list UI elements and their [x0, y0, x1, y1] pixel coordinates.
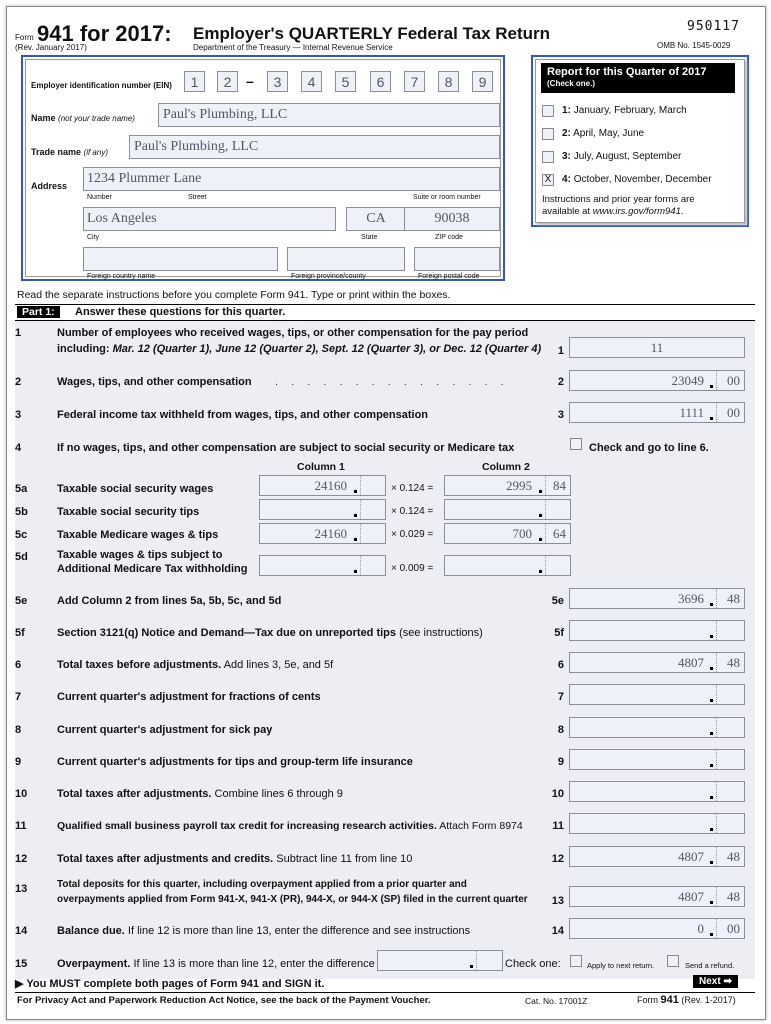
quarter-note: Instructions and prior year forms are available at www.irs.gov/form941. — [542, 194, 695, 217]
line2-text: Wages, tips, and other compensation — [57, 376, 252, 388]
line5c-column1[interactable]: 24160 — [259, 523, 386, 544]
ein-digit-2[interactable]: 2 — [217, 71, 238, 92]
state-field[interactable]: CA — [346, 207, 406, 231]
line5e-text: Add Column 2 from lines 5a, 5b, 5c, and 5d — [57, 595, 282, 607]
line7-text: Current quarter's adjustment for fractions of cents — [57, 691, 321, 703]
foreign-province-caption: Foreign province/county — [291, 273, 366, 280]
omb-number: OMB No. 1545-0029 — [657, 41, 731, 50]
foreign-country-field[interactable] — [83, 247, 278, 271]
line11-number: 11 — [15, 820, 27, 832]
line3-number: 3 — [15, 409, 22, 421]
line5d-multiplier: × 0.009 = — [391, 563, 434, 574]
trade-name-label: Trade name — [31, 147, 82, 157]
line3-ref: 3 — [557, 409, 564, 421]
ein-digit-1[interactable]: 1 — [184, 71, 205, 92]
line15-text: Overpayment. If line 13 is more than line 12, enter the difference — [57, 958, 375, 970]
line5b-column2[interactable] — [444, 499, 571, 520]
line6-field[interactable]: 4807 48 — [569, 652, 745, 673]
quarter-4-checkbox[interactable]: X — [542, 174, 554, 186]
irs-link[interactable]: www.irs.gov/form941 — [592, 206, 681, 217]
quarter-1-checkbox[interactable] — [542, 105, 554, 117]
line9-field[interactable] — [569, 749, 745, 770]
part1-header — [15, 306, 755, 321]
zip-field[interactable]: 90038 — [404, 207, 500, 231]
line14-ref: 14 — [551, 925, 564, 937]
line2-field[interactable]: 23049 00 — [569, 370, 745, 391]
arrow-right-icon: ➡ — [723, 976, 732, 987]
line1-text-b: including: Mar. 12 (Quarter 1), June 12 (Quarter 2), Sept. 12 (Quarter 3), or Dec. 12 (Quarter 4) — [57, 343, 542, 355]
line14-number: 14 — [15, 925, 28, 937]
form-941-page — [6, 6, 766, 1020]
triangle-right-icon: ▶ — [15, 978, 24, 990]
line12-field[interactable]: 4807 48 — [569, 846, 745, 867]
ein-digit-8[interactable]: 8 — [438, 71, 459, 92]
line4-checkbox[interactable] — [570, 438, 582, 450]
line8-ref: 8 — [557, 724, 564, 736]
cat-number: Cat. No. 17001Z — [525, 996, 588, 1006]
send-refund-checkbox[interactable] — [667, 955, 679, 967]
number-caption: Number — [87, 194, 112, 201]
address-label: Address — [31, 181, 68, 191]
form-code: 950117 — [687, 19, 740, 34]
line6-number: 6 — [15, 659, 22, 671]
ein-digit-9[interactable]: 9 — [472, 71, 493, 92]
line12-text: Total taxes after adjustments and credits. Subtract line 11 from line 10 — [57, 853, 413, 865]
ein-label: Employer identification number (EIN) — [31, 81, 172, 90]
line13-text-a: Total deposits for this quarter, including overpayment applied from a prior quarter and — [57, 879, 467, 890]
line11-ref: 11 — [552, 820, 564, 832]
line9-number: 9 — [15, 756, 22, 768]
department: Department of the Treasury — Internal Revenue Service — [193, 43, 393, 52]
quarter-3-checkbox[interactable] — [542, 151, 554, 163]
line5a-number: 5a — [15, 483, 28, 495]
line9-text: Current quarter's adjustments for tips and group-term life insurance — [57, 756, 413, 768]
line1-text-a: Number of employees who received wages, tips, or other compensation for the pay period — [57, 327, 529, 339]
line5b-number: 5b — [15, 506, 28, 518]
line5b-multiplier: × 0.124 = — [391, 506, 434, 517]
form-title: 941 for 2017: — [37, 21, 172, 46]
quarter-4-label: 4: October, November, December — [562, 174, 712, 185]
name-note: (not your trade name) — [58, 114, 135, 123]
quarter-subtitle: (Check one.) — [547, 79, 596, 88]
foreign-province-field[interactable] — [287, 247, 405, 271]
line12-ref: 12 — [551, 853, 564, 865]
part1-title: Answer these questions for this quarter. — [75, 306, 286, 318]
line10-field[interactable] — [569, 781, 745, 802]
state-caption: State — [361, 234, 378, 241]
ein-dash: – — [246, 73, 254, 89]
column1-header: Column 1 — [297, 461, 345, 473]
quarter-3-label: 3: July, August, September — [562, 151, 682, 162]
name-field[interactable]: Paul's Plumbing, LLC — [158, 103, 500, 127]
line5b-column1[interactable] — [259, 499, 386, 520]
name-label-group — [31, 113, 135, 123]
line5a-column2[interactable]: 2995 84 — [444, 475, 571, 496]
line15-field[interactable] — [377, 950, 503, 971]
quarter-header — [541, 63, 735, 93]
line5d-text-b: Additional Medicare Tax withholding — [57, 563, 248, 575]
part1-tag: Part 1: — [17, 306, 60, 318]
line5d-column1[interactable] — [259, 555, 386, 576]
line8-text: Current quarter's adjustment for sick pay — [57, 724, 273, 736]
line7-number: 7 — [15, 691, 22, 703]
divider — [15, 304, 755, 305]
line5c-text: Taxable Medicare wages & tips — [57, 529, 219, 541]
trade-name-label-group — [31, 147, 108, 157]
ein-digit-5[interactable]: 5 — [335, 71, 356, 92]
ein-digit-7[interactable]: 7 — [404, 71, 425, 92]
line9-ref: 9 — [557, 756, 564, 768]
line15-check-one: Check one: — [505, 958, 561, 970]
line4-check-label: Check and go to line 6. — [589, 442, 709, 454]
line5d-number: 5d — [15, 551, 28, 563]
line5f-text: Section 3121(q) Notice and Demand—Tax due on unreported tips (see instructions) — [57, 627, 483, 639]
line7-field[interactable] — [569, 684, 745, 705]
ein-digit-6[interactable]: 6 — [370, 71, 391, 92]
quarter-title: Report for this Quarter of 2017 — [547, 66, 707, 78]
line5c-column2[interactable]: 700 64 — [444, 523, 571, 544]
quarter-2-checkbox[interactable] — [542, 128, 554, 140]
apply-next-return-label: Apply to next return. — [587, 961, 655, 970]
footer-divider — [15, 992, 755, 993]
line5f-number: 5f — [15, 627, 25, 639]
line5e-number: 5e — [15, 595, 28, 607]
line10-text: Total taxes after adjustments. Combine lines 6 through 9 — [57, 788, 343, 800]
privacy-notice: For Privacy Act and Paperwork Reduction Act Notice, see the back of the Payment Voucher. — [17, 995, 431, 1006]
trade-name-note: (if any) — [83, 148, 108, 157]
line5d-text-a: Taxable wages & tips subject to — [57, 549, 223, 561]
line12-number: 12 — [15, 853, 28, 865]
line13-ref: 13 — [551, 895, 564, 907]
line8-field[interactable] — [569, 717, 745, 738]
line5c-multiplier: × 0.029 = — [391, 529, 434, 540]
line4-text: If no wages, tips, and other compensation are subject to social security or Medicare tax — [57, 442, 515, 454]
trade-name-field[interactable]: Paul's Plumbing, LLC — [129, 135, 500, 159]
line15-number: 15 — [15, 958, 28, 970]
line3-field[interactable]: 1111 00 — [569, 402, 745, 423]
line5e-ref: 5e — [551, 595, 564, 607]
line4-number: 4 — [15, 442, 22, 454]
street-caption: Street — [188, 194, 207, 201]
zip-caption: ZIP code — [435, 234, 463, 241]
street-field[interactable]: 1234 Plummer Lane — [83, 167, 500, 191]
line1-ref: 1 — [557, 345, 564, 357]
line5a-column1[interactable]: 24160 — [259, 475, 386, 496]
line5b-text: Taxable social security tips — [57, 506, 200, 518]
line5f-field[interactable] — [569, 620, 745, 641]
line6-ref: 6 — [557, 659, 564, 671]
form-subtitle: Employer's QUARTERLY Federal Tax Return — [193, 24, 551, 43]
line11-field[interactable] — [569, 813, 745, 834]
form-word: Form — [15, 33, 34, 42]
employer-info-section — [21, 55, 505, 281]
next-button[interactable]: Next ➡ — [693, 975, 738, 988]
line10-ref: 10 — [551, 788, 564, 800]
quarter-1-label: 1: January, February, March — [562, 105, 687, 116]
line7-ref: 7 — [557, 691, 564, 703]
suite-caption: Suite or room number — [413, 194, 481, 201]
foreign-postal-caption: Foreign postal code — [418, 273, 480, 280]
foreign-country-caption: Foreign country name — [87, 273, 156, 280]
line14-field[interactable]: 0 00 — [569, 918, 745, 939]
column2-header: Column 2 — [482, 461, 530, 473]
line5f-ref: 5f — [554, 627, 564, 639]
ein-digit-4[interactable]: 4 — [301, 71, 322, 92]
apply-next-return-checkbox[interactable] — [570, 955, 582, 967]
quarter-section — [531, 55, 749, 227]
line1-number: 1 — [15, 327, 22, 339]
line2-ref: 2 — [557, 376, 564, 388]
must-complete-note: ▶ You MUST complete both pages of Form 941 and SIGN it. — [15, 978, 325, 990]
line5d-column2[interactable] — [444, 555, 571, 576]
line13-field[interactable]: 4807 48 — [569, 886, 745, 907]
form-revision: (Rev. January 2017) — [15, 43, 87, 52]
line2-number: 2 — [15, 376, 22, 388]
line5a-text: Taxable social security wages — [57, 483, 214, 495]
ein-digit-3[interactable]: 3 — [267, 71, 288, 92]
line5a-multiplier: × 0.124 = — [391, 483, 434, 494]
quarter-2-label: 2: April, May, June — [562, 128, 645, 139]
line6-text: Total taxes before adjustments. Add lines 3, 5e, and 5f — [57, 659, 334, 671]
line8-number: 8 — [15, 724, 22, 736]
footer-form-id: Form 941 (Rev. 1-2017) — [637, 994, 736, 1006]
city-field[interactable]: Los Angeles — [83, 207, 336, 231]
leader-dots: . . . . . . . . . . . . . . . — [275, 376, 509, 388]
foreign-postal-field[interactable] — [414, 247, 500, 271]
city-caption: City — [87, 234, 100, 241]
line1-field[interactable]: 11 — [569, 337, 745, 358]
name-label: Name — [31, 113, 56, 123]
line5c-number: 5c — [15, 529, 28, 541]
line13-number: 13 — [15, 883, 28, 895]
line13-text-b: overpayments applied from Form 941-X, 941-X (PR), 944-X, or 944-X (SP) filed in the current quarter — [57, 894, 528, 905]
line5e-field[interactable]: 3696 48 — [569, 588, 745, 609]
line14-text: Balance due. If line 12 is more than line 13, enter the difference and see instructions — [57, 925, 471, 937]
line10-number: 10 — [15, 788, 28, 800]
send-refund-label: Send a refund. — [685, 961, 735, 970]
line11-text: Qualified small business payroll tax credit for increasing research activities. Attach Form 8974 — [57, 820, 523, 832]
line3-text: Federal income tax withheld from wages, tips, and other compensation — [57, 409, 429, 421]
instructions-text: Read the separate instructions before you complete Form 941. Type or print within the boxes. — [17, 289, 451, 301]
